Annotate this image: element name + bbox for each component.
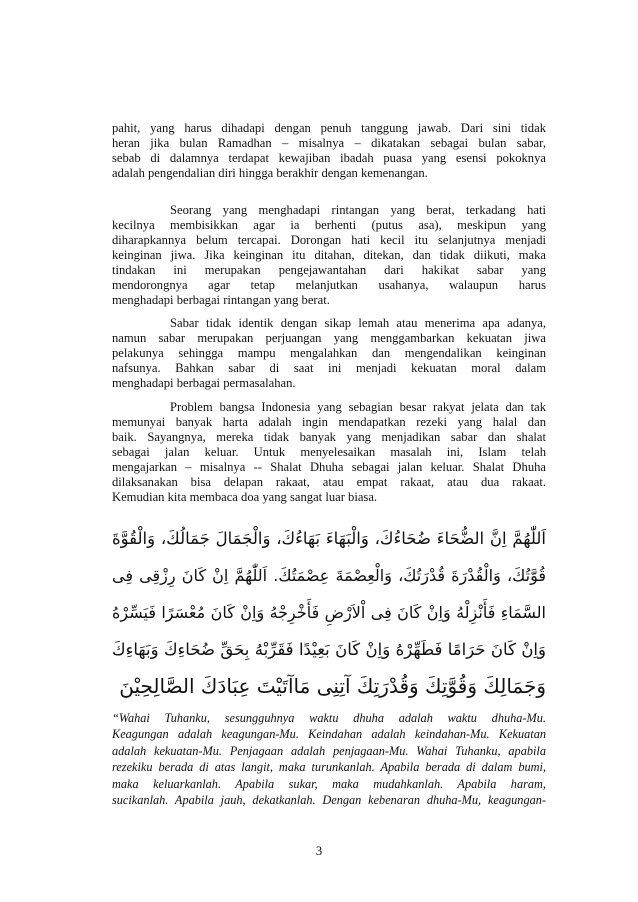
arabic-line: قُوَّتُكَ، وَالْقُدْرَةَ قُدْرَتُكَ، وَالْعِصْمَةَ عِصْمَتُكَ. اَللّٰهُمَّ اِنْ كَانَ رِزْقِى فِى: [112, 566, 546, 585]
text-line: heran jika bulan Ramadhan – misalnya – dikatakan sebagai bulan sabar,: [112, 136, 546, 150]
arabic-prayer: [112, 520, 546, 705]
text-line: keinginan jiwa. Jika keinginan itu ditahan, ditekan, dan tidak diikuti, maka: [112, 248, 546, 262]
text-line: namun sabar merupakan perjuangan yang menggambarkan kekuatan jiwa: [112, 331, 546, 345]
arabic-line: وَجَمَالِكَ وَقُوَّتِكَ وَقُدْرَتِكَ آتِنِى مَاآتَيْتَ عِبَادَكَ الصَّالِحِيْنَ: [119, 674, 546, 698]
page-number: 3: [315, 844, 323, 858]
text-line: pahit, yang harus dihadapi dengan penuh tanggung jawab. Dari sini tidak: [112, 121, 546, 135]
translation-line: Keagungan adalah keagungan-Mu. Keindahan adalah keindahan-Mu. Kekuatan: [112, 727, 546, 742]
prayer-translation: [112, 710, 546, 808]
text-line: menghadapi berbagai rintangan yang berat.: [112, 293, 330, 307]
text-line: memunyai banyak harta adalah ingin mendapatkan rezeki yang halal dan: [112, 415, 546, 429]
text-line: kecilnya membisikkan agar ia berhenti (putus asa), meskipun yang: [112, 218, 546, 232]
text-line: baik. Sayangnya, mereka tidak banyak yang menjadikan sabar dan shalat: [112, 430, 546, 444]
translation-line: “Wahai Tuhanku, sesungguhnya waktu dhuha adalah waktu dhuha-Mu.: [112, 711, 546, 725]
text-line: sebagai jalan keluar. Untuk menyelesaikan masalah ini, Islam telah: [112, 445, 546, 459]
text-line: Kemudian kita membaca doa yang sangat luar biasa.: [112, 490, 378, 504]
text-line: diharapkannya belum tercapai. Dorongan hati kecil itu selanjutnya menjadi: [112, 233, 546, 247]
translation-line: rezekiku berada di atas langit, maka turunkanlah. Apabila berada di dalam bumi,: [112, 760, 546, 775]
arabic-line: وَاِنْ كَانَ حَرَامًا فَطَهِّرْهُ وَاِنْ كَانَ بَعِيْدًا فَقَرِّبْهُ بِحَقِّ ضُحَاءِكَ وَبَهَاءِكَ: [112, 640, 546, 659]
text-line: Problem bangsa Indonesia yang sebagian besar rakyat jelata dan tak: [170, 400, 546, 414]
text-line: mengajarkan – misalnya -- Shalat Dhuha sebagai jalan keluar. Shalat Dhuha: [112, 460, 546, 474]
translation-line: maka keluarkanlah. Apabila sukar, maka mudahkanlah. Apabila haram,: [112, 776, 546, 791]
text-line: tindakan ini merupakan pengejawantahan dari hakikat sabar yang: [112, 263, 546, 277]
text-line: sebab di dalamnya terdapat kewajiban ibadah puasa yang esensi pokoknya: [112, 151, 546, 165]
arabic-line: اَللّٰهُمَّ اِنَّ الضُّحَاءَ ضُحَاءُكَ، وَالْبَهَاءَ بَهَاءُكَ، وَالْجَمَالَ جَمَالُكَ، وَالْقُوَّةَ: [112, 529, 546, 548]
text-line: menghadapi berbagai permasalahan.: [112, 376, 296, 390]
arabic-line: السَّمَاءِ فَأَنْزِلْهُ وَاِنْ كَانَ فِى اْلاَرْضِ فَأَخْرِجْهُ وَاِنْ كَانَ مُعْسَرًا فَيَسِّرْهُ: [112, 603, 546, 622]
paragraph-1: [112, 121, 546, 181]
text-line: mendorongnya agar tetap melanjutkan usahanya, walaupun harus: [112, 278, 546, 292]
text-line: pelakunya sehingga mampu mengalahkan dan mengendalikan keinginan: [112, 346, 546, 360]
text-line: Sabar tidak identik dengan sikap lemah atau menerima apa adanya,: [170, 316, 546, 330]
translation-line: adalah kekuatan-Mu. Penjagaan adalah penjagaan-Mu. Wahai Tuhanku, apabila: [112, 743, 546, 758]
text-line: dilaksanakan bisa delapan rakaat, atau empat rakaat, atau dua rakaat.: [112, 475, 546, 489]
paragraph-2: [112, 203, 546, 308]
paragraph-4: [112, 400, 546, 505]
text-line: nafsunya. Bahkan sabar di saat ini menjadi kekuatan moral dalam: [112, 361, 546, 375]
text-line: Seorang yang menghadapi rintangan yang berat, terkadang hati: [170, 203, 546, 217]
text-line: adalah pengendalian diri hingga berakhir dengan kemenangan.: [112, 166, 428, 180]
translation-line: sucikanlah. Apabila jauh, dekatkanlah. Dengan kebenaran dhuha-Mu, keagungan-: [112, 793, 546, 808]
paragraph-3: [112, 316, 546, 391]
